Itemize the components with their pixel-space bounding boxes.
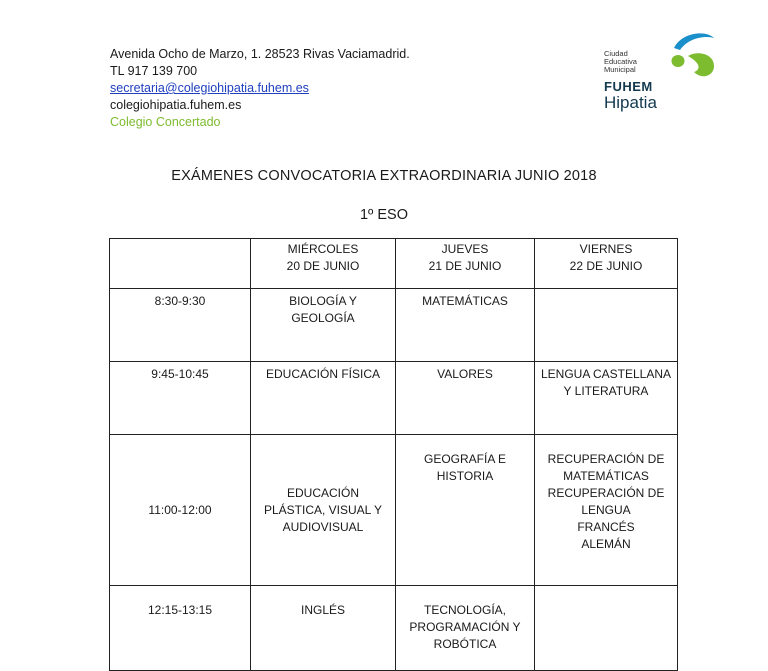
address-line: Avenida Ocho de Marzo, 1. 28523 Rivas Vaciamadrid. <box>110 47 410 61</box>
day-date: 21 DE JUNIO <box>428 259 502 273</box>
fuhem-hipatia-logo <box>598 30 728 120</box>
school-type-label: Colegio Concertado <box>110 115 221 129</box>
header-day-cell <box>535 239 678 289</box>
header-empty-cell <box>110 239 251 289</box>
subject-line: MATEMÁTICAS <box>422 294 508 308</box>
subject-line: MATEMÁTICAS <box>563 469 649 483</box>
time-slot: 9:45-10:45 <box>151 367 209 381</box>
exam-cell-empty <box>535 289 678 362</box>
exam-cell <box>535 362 678 435</box>
exam-cell <box>396 289 535 362</box>
day-date: 22 DE JUNIO <box>569 259 643 273</box>
day-date: 20 DE JUNIO <box>286 259 360 273</box>
time-slot-cell <box>110 435 251 586</box>
logo-mark-icon <box>668 30 718 82</box>
phone-line: TL 917 139 700 <box>110 64 198 78</box>
subject-line: GEOGRAFÍA E <box>423 452 507 466</box>
time-slot-cell <box>110 289 251 362</box>
logo-text-ciudad: Ciudad <box>604 49 628 58</box>
time-slot-cell <box>110 362 251 435</box>
logo-text-educativa: Educativa <box>604 57 637 66</box>
email-link[interactable]: secretaria@colegiohipatia.fuhem.es <box>110 81 309 95</box>
table-row <box>110 362 678 435</box>
subject-line: ROBÓTICA <box>433 637 497 651</box>
subject-line: Y LITERATURA <box>563 384 649 398</box>
logo-text-municipal: Municipal <box>604 65 636 74</box>
subject-line: GEOLOGÍA <box>291 311 355 325</box>
subject-line: AUDIOVISUAL <box>282 519 364 534</box>
table-row <box>110 435 678 586</box>
logo-name: Hipatia <box>604 93 657 112</box>
subject-line: RECUPERACIÓN DE <box>547 452 665 466</box>
page-title: EXÁMENES CONVOCATORIA EXTRAORDINARIA JUNIO 2018 <box>171 168 597 184</box>
course-heading: 1º ESO <box>359 207 408 223</box>
subject-line: BIOLOGÍA Y <box>289 294 357 308</box>
exam-cell <box>396 435 535 586</box>
time-slot: 8:30-9:30 <box>154 294 206 308</box>
header-day-cell <box>396 239 535 289</box>
logo-brand: FUHEM <box>604 79 653 94</box>
header-day-cell <box>251 239 396 289</box>
website-line: colegiohipatia.fuhem.es <box>110 98 242 112</box>
school-contact-block <box>110 46 410 131</box>
exam-cell <box>251 362 396 435</box>
subject-line: PLÁSTICA, VISUAL Y <box>263 502 383 517</box>
subject-line: FRANCÉS <box>577 520 635 534</box>
exam-cell <box>251 586 396 671</box>
exam-cell <box>396 586 535 671</box>
subject-line: VALORES <box>437 367 493 381</box>
time-slot-cell <box>110 586 251 671</box>
table-row <box>110 586 678 671</box>
subject-line: PROGRAMACIÓN Y <box>409 620 521 634</box>
subject-line: HISTORIA <box>436 469 494 483</box>
day-name: JUEVES <box>441 242 489 256</box>
subject-line: INGLÉS <box>300 603 345 617</box>
exam-cell <box>396 362 535 435</box>
subject-line: ALEMÁN <box>581 537 631 551</box>
time-slot: 11:00-12:00 <box>148 502 212 517</box>
table-header-row <box>110 239 678 289</box>
table-row <box>110 289 678 362</box>
subject-line: RECUPERACIÓN DE <box>547 486 665 500</box>
exam-cell <box>251 289 396 362</box>
subject-line: TECNOLOGÍA, <box>423 603 506 617</box>
day-name: MIÉRCOLES <box>287 242 359 256</box>
exam-cell <box>535 435 678 586</box>
time-slot: 12:15-13:15 <box>147 603 213 617</box>
subject-line: EDUCACIÓN FÍSICA <box>265 367 380 381</box>
subject-line: EDUCACIÓN <box>286 485 359 500</box>
subject-line: LENGUA <box>581 503 631 517</box>
day-name: VIERNES <box>579 242 633 256</box>
subject-line: LENGUA CASTELLANA <box>540 367 672 381</box>
exam-schedule-table <box>109 238 678 671</box>
exam-cell <box>251 435 396 586</box>
exam-cell-empty <box>535 586 678 671</box>
